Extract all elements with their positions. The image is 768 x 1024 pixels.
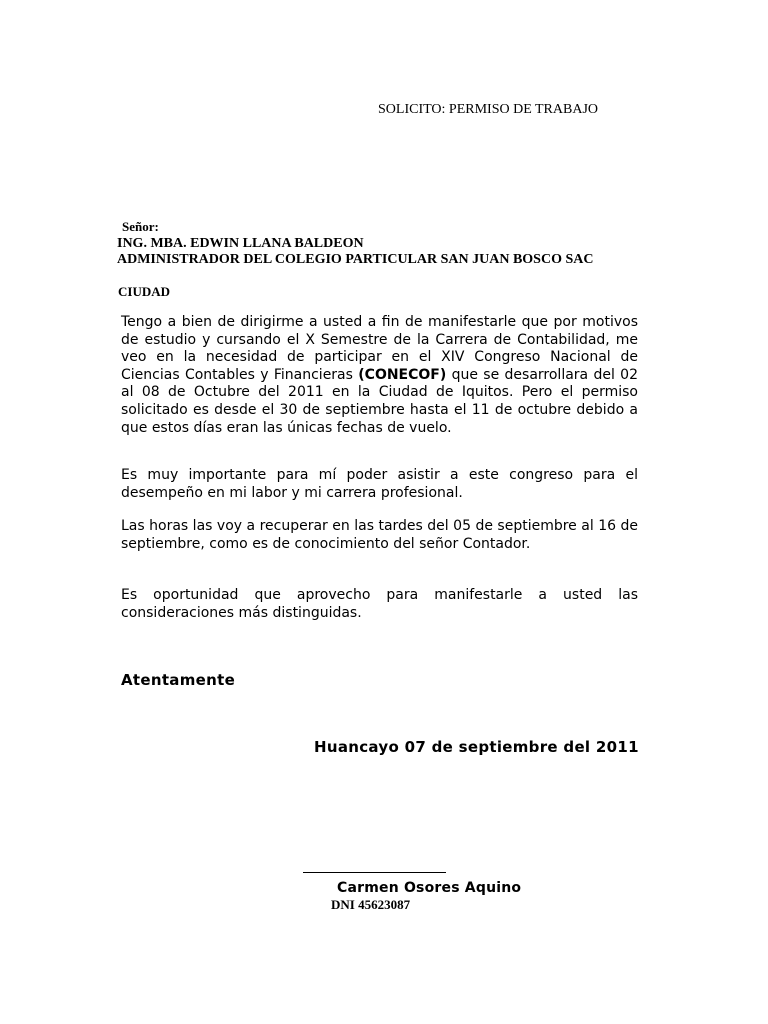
recipient-city: CIUDAD (118, 284, 170, 299)
recipient-salutation: Señor: (122, 219, 159, 234)
closing-text: Atentamente (121, 671, 236, 689)
recipient-name: ING. MBA. EDWIN LLANA BALDEON (117, 236, 364, 251)
body-paragraph-1-rest: que se desarrollara del 02 al 08 de Octubre del 2011 en la Ciudad de Iquitos. Pero el permiso solicitado es desde el 30 de septiembre hasta el 11 de octubre debido a que estos días eran las únicas fechas de vuelo. (121, 366, 638, 436)
place-and-date: Huancayo 07 de septiembre del 2011 (314, 738, 639, 756)
body-paragraph-1 (121, 314, 638, 437)
signer-name: Carmen Osores Aquino (337, 880, 522, 896)
signature-line (303, 872, 446, 873)
body-paragraph-1-intro: Tengo a bien de dirigirme a usted a fin de manifestarle que por motivos de estudio y cursando el X Semestre de la Carrera de Contabilidad, me veo en la necesidad de participar en el XIV Congreso Nacional de Ciencias Contables y Financieras (121, 314, 638, 383)
body-paragraph-4: Es oportunidad que aprovecho para manifestarle a usted las consideraciones más distinguidas. (121, 587, 638, 621)
body-paragraph-2: Es muy importante para mí poder asistir a este congreso para el desempeño en mi labor y mi carrera profesional. (121, 467, 638, 501)
subject-line: SOLICITO: PERMISO DE TRABAJO (378, 102, 599, 117)
signer-dni: DNI 45623087 (331, 897, 411, 912)
conecof-acronym: (CONECOF) (358, 366, 447, 383)
body-paragraph-3: Las horas las voy a recuperar en las tardes del 05 de septiembre al 16 de septiembre, como es de conocimiento del señor Contador. (121, 518, 638, 552)
recipient-title: ADMINISTRADOR DEL COLEGIO PARTICULAR SAN JUAN BOSCO SAC (117, 252, 594, 267)
